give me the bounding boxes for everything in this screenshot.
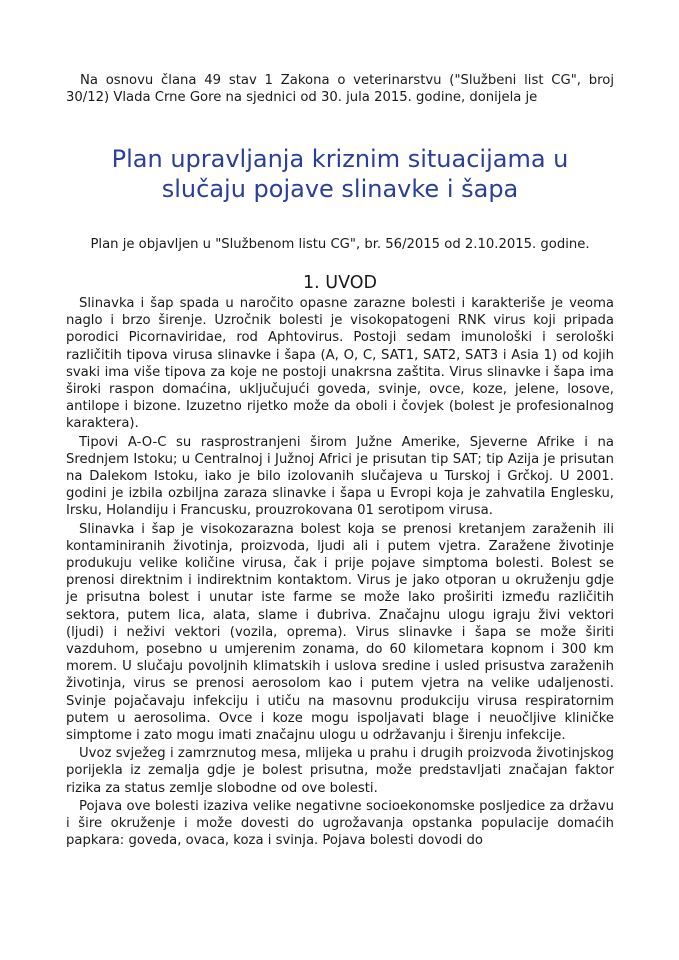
body-paragraph: Uvoz svježeg i zamrznutog mesa, mlijeka u prahu i drugih proizvoda životinjskog porijekla iz zemalja gdje je bolest prisutna, može predstavljati značajan faktor rizika za status zemlje slobodne od ove bolesti. — [66, 746, 614, 796]
section-body — [66, 295, 614, 850]
document-page — [66, 72, 614, 850]
body-paragraph: Slinavka i šap spada u naročito opasne zarazne bolesti i karakteriše je veoma naglo i brzo širenje. Uzročnik bolesti je visokopatogeni RNK virus koji pripada porodici Picornaviridae, rod Aphtovirus. Postoji sedam imunološki i serološki različitih tipova virusa slinavke i šapa (A, O, C, SAT1, SAT2, SAT3 i Asia 1) od kojih svaki ima više tipova za koje ne postoji unakrsna zaštita. Virus slinavke i šapa ima široki raspon domaćina, uključujući goveda, svinje, ovce, koze, jelene, losove, antilope i bizone. Izuzetno rijetko može da oboli i čovjek (bolest je profesionalnog karaktera). — [66, 296, 614, 432]
body-paragraph: Slinavka i šap je visokozarazna bolest koja se prenosi kretanjem zaraženih ili kontaminiranih životinja, proizvoda, ljudi ali i putem vjetra. Zaražene životinje produkuju velike količine virusa, čak i prije pojave simptoma bolesti. Bolest se prenosi direktnim i indirektnim kontaktom. Virus je jako otporan u okruženju gdje je prisutna bolest i unutar iste farme se može lako proširiti između različitih sektora, putem lica, alata, slame i đubriva. Značajnu ulogu igraju živi vektori (ljudi) i neživi vektori (vozila, oprema). Virus slinavke i šapa se može širiti vazduhom, posebno u umjerenim zonama, do 60 kilometara kopnom i 300 km morem. U slučaju povoljnih klimatskih i uslova sredine i usled prisustva zaraženih životinja, virus se prenosi aerosolom kao i putem vjetra na velike udaljenosti. Svinje pojačavaju infekciju i utiču na masovnu produkciju virusa respiratornim putem u aerosolima. Ovce i koze mogu ispoljavati blage i neuočljive kliničke simptome i zato mogu imati značajnu ulogu u održavanju i širenju infekcije. — [66, 521, 614, 744]
publication-note: Plan je objavljen u "Službenom listu CG", br. 56/2015 od 2.10.2015. godine. — [90, 237, 590, 252]
body-paragraph: Pojava ove bolesti izaziva velike negativne socioekonomske posljedice za državu i šire okruženje i može dovesti do ugrožavanja opstanka populacije domaćih papkara: goveda, ovaca, koza i svinja. Pojava bolesti dovodi do — [66, 798, 614, 849]
preamble-paragraph: Na osnovu člana 49 stav 1 Zakona o veterinarstvu ("Službeni list CG", broj 30/12) Vlada Crne Gore na sjednici od 30. jula 2015. godine, donijela je — [66, 73, 614, 105]
body-paragraph: Tipovi A-O-C su rasprostranjeni širom Južne Amerike, Sjeverne Afrike i na Srednjem Istoku; u Centralnoj i Južnoj Africi je prisutan tip SAT; tip Azija je prisutan na Dalekom Istoku, iako je bilo izolovanih slučajeva u Turskoj i Grčkoj. U 2001. godini je izbila ozbiljna zaraza slinavke i šapa u Evropi koja je zahvatila Englesku, Irsku, Holandiju i Francusku, prouzrokovana 01 serotipom virusa. — [66, 434, 614, 519]
document-title: Plan upravljanja kriznim situacijama u slučaju pojave slinavke i šapa — [111, 145, 569, 203]
section-heading: 1. UVOD — [303, 273, 377, 293]
